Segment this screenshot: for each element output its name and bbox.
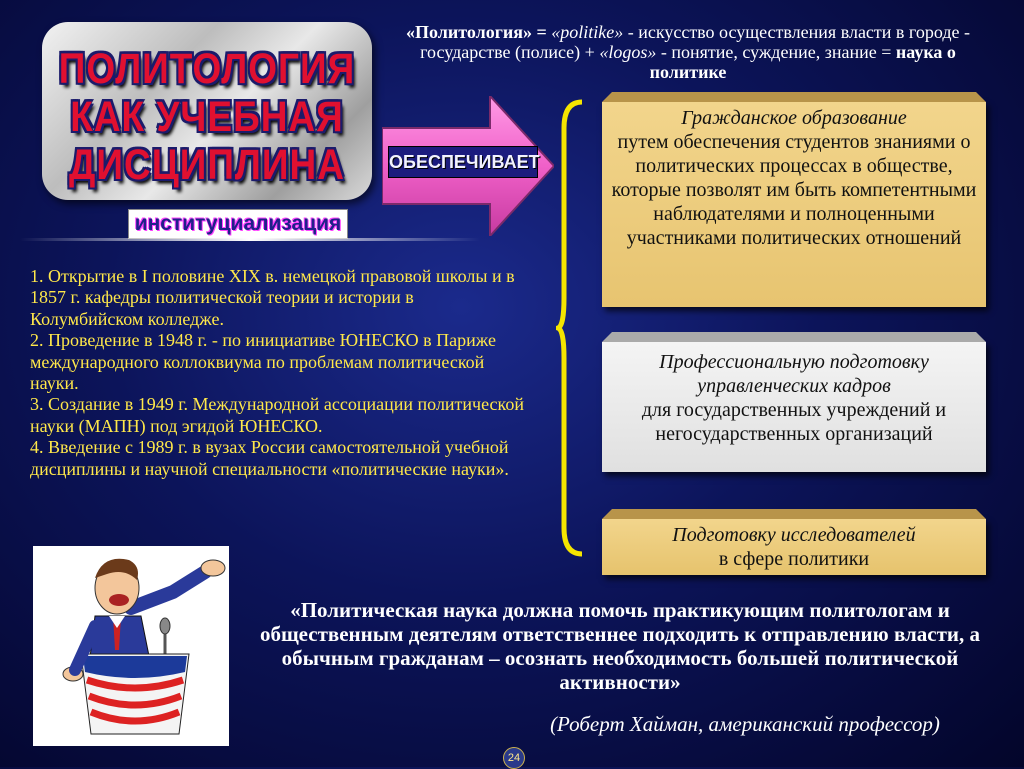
arrow-label: ОБЕСПЕЧИВАЕТ xyxy=(388,146,538,178)
outcome-title: Гражданское образование xyxy=(681,107,907,129)
list-item: 2. Проведение в 1948 г. - по инициативе ЮНЕСКО в Париже международного коллоквиума по проблемам политической науки. xyxy=(30,330,496,394)
curly-brace-icon xyxy=(556,98,586,558)
institutionalization-label: институциализация xyxy=(128,209,348,239)
outcome-text: для государственных учреждений и негосударственных организаций xyxy=(641,399,947,445)
list-item: 4. Введение с 1989 г. в вузах России самостоятельной учебной дисциплины и научной специальности «политические науки». xyxy=(30,437,509,479)
title-plaque xyxy=(42,22,372,200)
politician-cartoon-image xyxy=(33,546,229,746)
definition-text xyxy=(392,22,984,82)
definition-term: «Политология» = xyxy=(406,22,552,42)
list-item: 3. Создание в 1949 г. Международной ассоциации политической науки (МАПН) под эгидой ЮНЕСКО. xyxy=(30,394,524,436)
title-line-3: ДИСЦИПЛИНА xyxy=(69,140,345,188)
list-item: 1. Открытие в I половине XIX в. немецкой правовой школы и в 1857 г. кафедры политической теории и истории в Колумбийском колледже. xyxy=(30,266,515,329)
title-line-2: КАК УЧЕБНАЯ xyxy=(70,92,344,140)
quote-text: «Политическая наука должна помочь практикующим политологам и общественным деятелям ответственнее подходить к отправлению власти, а обычным гражданам – осознать необходимость большей политической активности» xyxy=(259,598,981,694)
definition-politike: «politike» xyxy=(551,22,624,42)
history-list xyxy=(30,266,530,480)
outcome-text: в сфере политики xyxy=(718,548,870,570)
title-line-1: ПОЛИТОЛОГИЯ xyxy=(58,44,356,92)
outcome-title: Профессиональную подготовку управленческих кадров xyxy=(659,351,929,397)
page-number-badge: 24 xyxy=(503,747,525,769)
definition-part2: - искусство осуществления власти в городе - государстве (полисе) + xyxy=(420,22,970,62)
quote-author: (Роберт Хайман, американский профессор) xyxy=(550,712,940,736)
definition-logos: «logos» xyxy=(599,42,657,62)
divider-line xyxy=(20,238,480,241)
outcome-box-professional-training xyxy=(602,342,986,472)
definition-conclusion: наука о политике xyxy=(649,42,956,82)
outcome-title: Подготовку исследователей xyxy=(672,524,916,546)
definition-part3: - понятие, суждение, знание = xyxy=(656,42,896,62)
outcome-text: путем обеспечения студентов знаниями о политических процессах в обществе, которые позволят им быть компетентными наблюдателями и полноценными участниками политических отношений xyxy=(611,131,977,249)
outcome-box-civic-education xyxy=(602,102,986,307)
outcome-box-researchers xyxy=(602,519,986,575)
